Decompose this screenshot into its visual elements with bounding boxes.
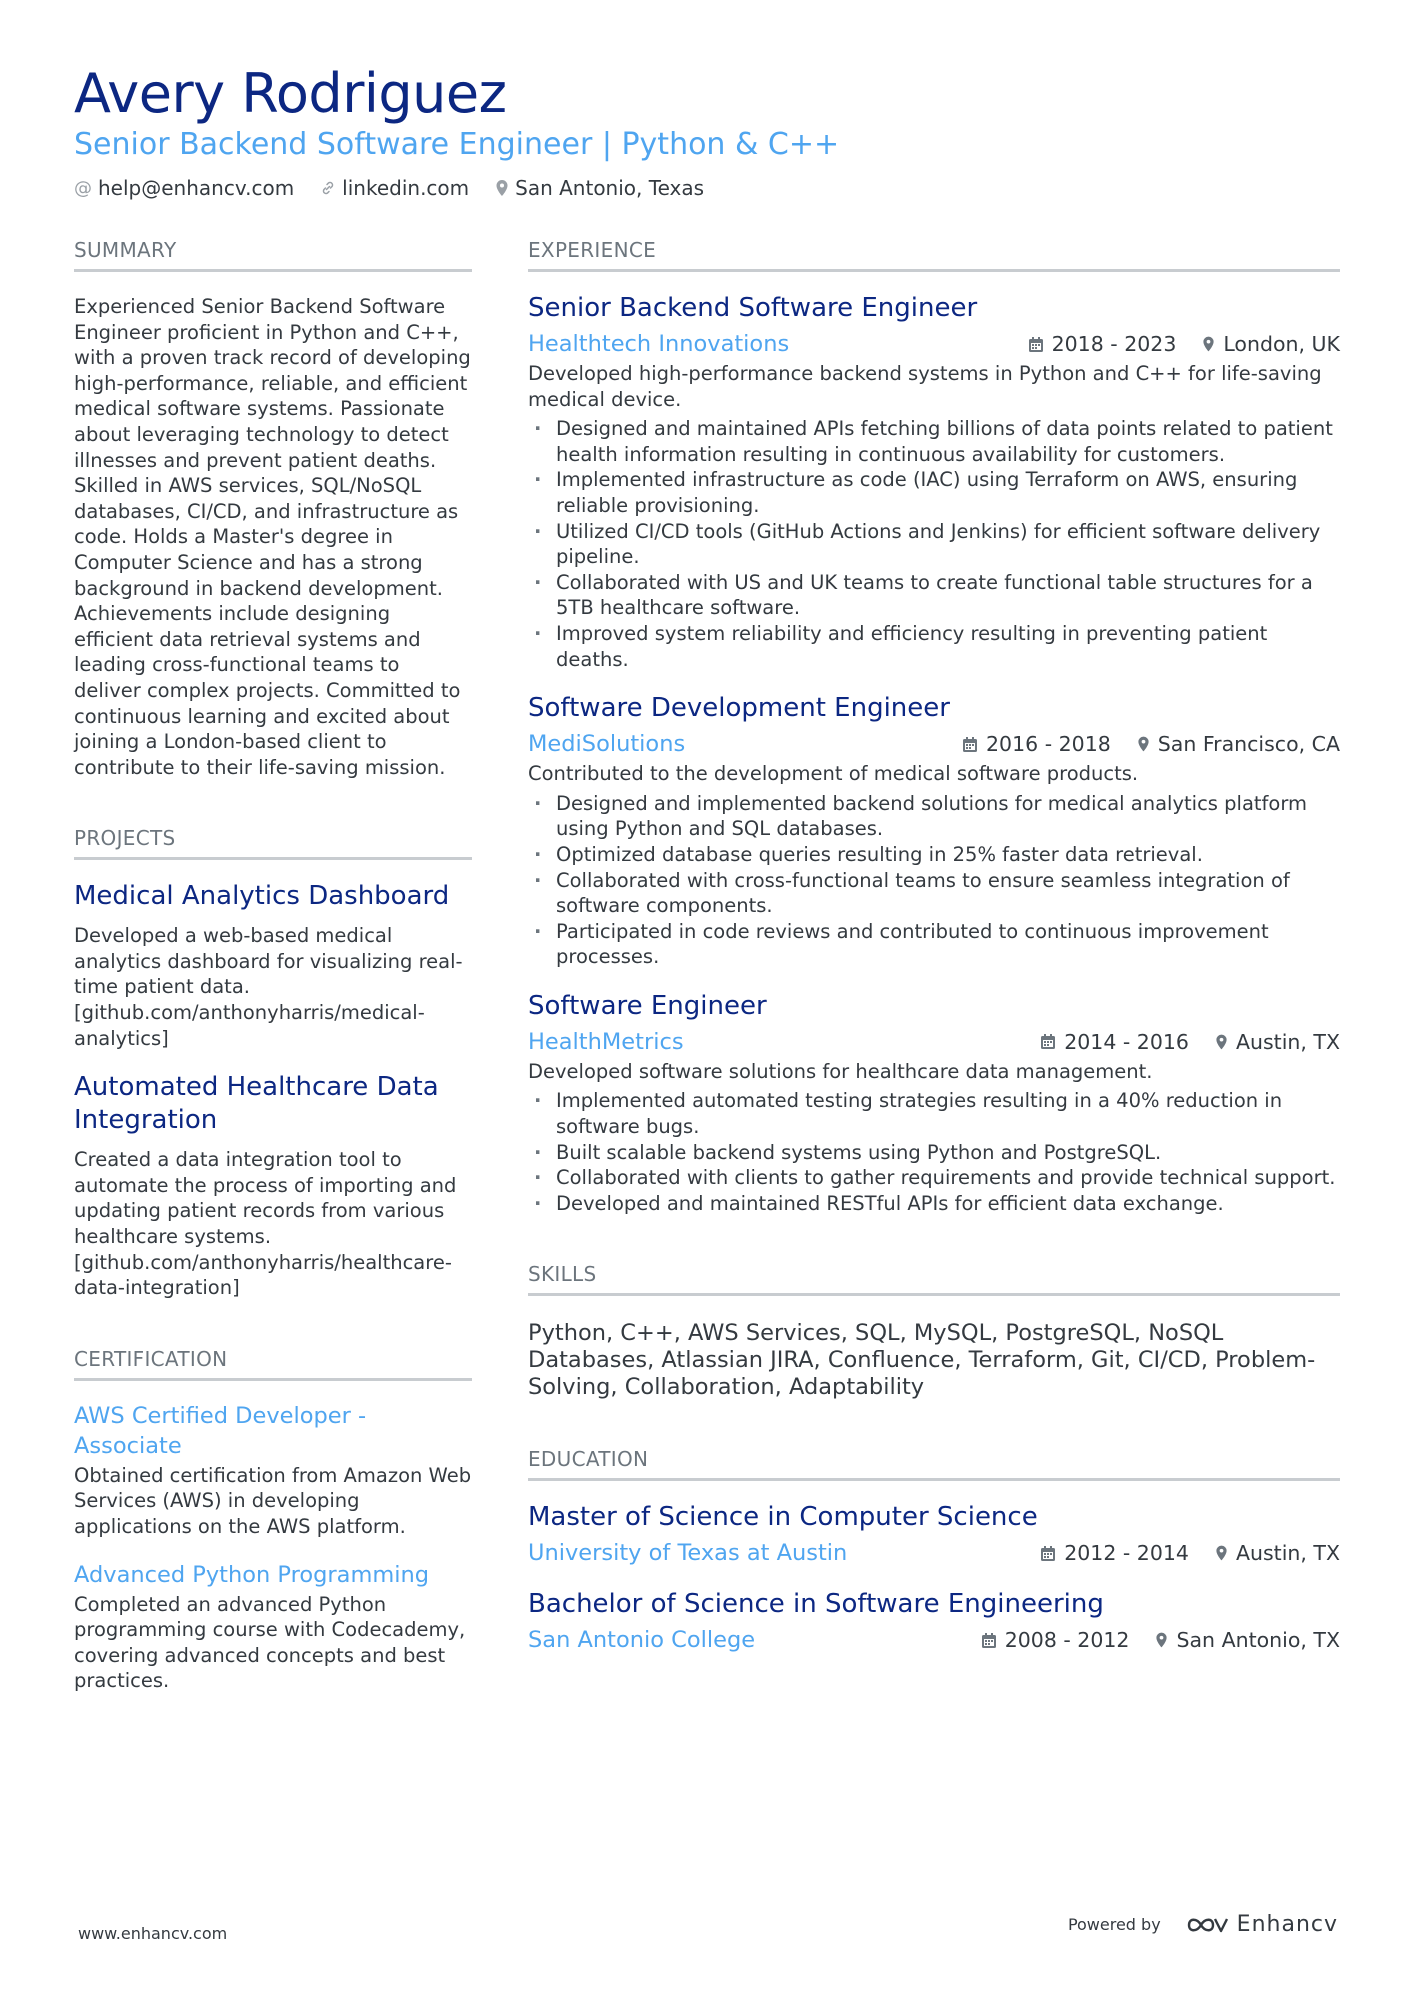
job-bullet: · Utilized CI/CD tools (GitHub Actions and Jenkins) for efficient software delivery pipeline.	[528, 519, 1340, 570]
date-range	[1040, 1030, 1189, 1054]
date-text: 2016 - 2018	[986, 732, 1111, 757]
cert-desc: Obtained certification from Amazon Web Services (AWS) in developing applications on the AWS platform.	[74, 1463, 472, 1538]
location	[1202, 332, 1340, 356]
location-text: Austin, TX	[1235, 1029, 1340, 1054]
date-text: 2014 - 2016	[1064, 1029, 1189, 1054]
experience-section	[528, 236, 1340, 1216]
projects-section	[74, 824, 472, 1301]
date-range	[1040, 1541, 1189, 1565]
job-bullets	[528, 791, 1340, 970]
date-text: 2008 - 2012	[1004, 1628, 1130, 1653]
degree-title: Master of Science in Computer Science	[528, 1502, 1038, 1533]
project-item	[74, 1071, 472, 1301]
skills-section	[528, 1260, 1340, 1401]
project-desc: Developed a web-based medical analytics dashboard for visualizing real-time patient data. [github.com/anthonyharris/medical-analytics]	[74, 924, 463, 1050]
location	[1215, 1541, 1340, 1565]
job-meta	[528, 329, 1340, 359]
cert-title: Advanced Python Programming	[74, 1561, 430, 1588]
date-text: 2018 - 2023	[1051, 332, 1177, 356]
education-section	[528, 1445, 1340, 1655]
location-pin-icon	[1137, 735, 1150, 753]
location-pin-icon	[1215, 1033, 1228, 1051]
project-title: Medical Analytics Dashboard	[74, 881, 450, 912]
summary-section	[74, 236, 472, 780]
job-bullet: · Implemented infrastructure as code (IAC) using Terraform on AWS, ensuring reliable provisioning.	[528, 467, 1340, 518]
job-bullet: · Designed and maintained APIs fetching billions of data points related to patient health information resulting in continuous availability for customers.	[528, 416, 1340, 467]
school-name: University of Texas at Austin	[528, 1540, 848, 1567]
job-bullet: · Optimized database queries resulting in 25% faster data retrieval.	[528, 842, 1340, 868]
contact-location	[495, 176, 704, 200]
location-pin-icon	[1215, 1544, 1228, 1562]
linkedin-text: linkedin.com	[342, 176, 470, 200]
left-column	[74, 236, 472, 1716]
calendar-icon	[1040, 1545, 1056, 1562]
location-pin-icon	[1155, 1631, 1168, 1649]
brand-text: Enhancv	[1236, 1912, 1338, 1937]
job-description: Developed high-performance backend systems in Python and C++ for life-saving medical device.	[528, 362, 1322, 411]
education-entry	[528, 1501, 1340, 1568]
job-bullet: · Built scalable backend systems using Python and PostgreSQL.	[528, 1140, 1340, 1166]
location	[1155, 1628, 1340, 1652]
school-name: San Antonio College	[528, 1627, 756, 1654]
calendar-icon	[1028, 336, 1044, 353]
summary-text: Experienced Senior Backend Software Engineer proficient in Python and C++, with a proven track record of developing high-performance, reliable, and efficient medical software systems. Passionate about leveraging technology to detect illnesses and prevent patient deaths. Skilled in AWS services, SQL/NoSQL databases, CI/CD, and infrastructure as code. Holds a Master's degree in Computer Science and has a strong background in backend development. Achievements include designing efficient data retrieval systems and leading cross-functional teams to deliver complex projects. Committed to continuous learning and excited about joining a London-based client to contribute to their life-saving mission.	[74, 295, 471, 779]
calendar-icon	[962, 736, 978, 753]
calendar-icon	[981, 1632, 997, 1649]
job-title: Software Engineer	[528, 990, 767, 1021]
project-item	[74, 880, 472, 1051]
job-description: Contributed to the development of medical software products.	[528, 762, 1139, 786]
job-bullet: · Collaborated with clients to gather requirements and provide technical support.	[528, 1165, 1340, 1191]
location	[1137, 732, 1340, 756]
date-location	[1014, 1541, 1340, 1565]
date-location	[936, 732, 1340, 756]
job-bullets	[528, 416, 1340, 672]
date-location	[955, 1628, 1340, 1652]
candidate-name: Avery Rodriguez	[74, 62, 507, 125]
date-text: 2012 - 2014	[1064, 1541, 1189, 1566]
location	[1215, 1030, 1340, 1054]
skills-text: Python, C++, AWS Services, SQL, MySQL, PostgreSQL, NoSQL Databases, Atlassian JIRA, Confluence, Terraform, Git, CI/CD, Problem-Solving, Collaboration, Adaptability	[528, 1320, 1316, 1401]
cert-item	[74, 1560, 472, 1694]
job-bullet: · Developed and maintained RESTful APIs for efficient data exchange.	[528, 1191, 1340, 1217]
summary-heading: SUMMARY	[74, 236, 472, 272]
location-pin-icon	[495, 179, 509, 197]
job-list	[528, 292, 1340, 1216]
education-heading: EDUCATION	[528, 1445, 1340, 1481]
projects-heading: PROJECTS	[74, 824, 472, 860]
enhancv-logo[interactable]	[1185, 1912, 1338, 1937]
job-meta	[528, 729, 1340, 759]
cert-desc: Completed an advanced Python programming course with Codecademy, covering advanced concepts and best practices.	[74, 1592, 466, 1693]
project-title: Automated Healthcare Data Integration	[74, 1072, 439, 1136]
at-icon: @	[74, 177, 92, 199]
powered-by-text: Powered by	[1067, 1915, 1161, 1934]
cert-item	[74, 1401, 472, 1540]
date-location	[1002, 332, 1340, 356]
education-meta	[528, 1538, 1340, 1568]
job-title: Software Development Engineer	[528, 693, 950, 724]
contact-email[interactable]	[74, 176, 294, 200]
date-range	[962, 732, 1111, 756]
job-entry	[528, 292, 1340, 672]
certification-heading: CERTIFICATION	[74, 1345, 472, 1381]
job-bullets	[528, 1088, 1340, 1216]
degree-title: Bachelor of Science in Software Engineering	[528, 1589, 1104, 1620]
contact-row	[74, 176, 1344, 200]
footer-site[interactable]: www.enhancv.com	[78, 1924, 228, 1943]
calendar-icon	[1040, 1033, 1056, 1050]
project-desc: Created a data integration tool to automate the process of importing and updating patient records from various healthcare systems. [github.com/anthonyharris/healthcare-data-integration]	[74, 1148, 457, 1300]
job-bullet: · Participated in code reviews and contributed to continuous improvement processes.	[528, 919, 1340, 970]
job-entry	[528, 990, 1340, 1217]
education-entry	[528, 1588, 1340, 1655]
date-range	[1028, 332, 1177, 356]
skills-heading: SKILLS	[528, 1260, 1340, 1296]
job-entry	[528, 692, 1340, 970]
email-text: help@enhancv.com	[98, 176, 295, 200]
location-text: London, UK	[1223, 332, 1340, 356]
job-bullet: · Collaborated with cross-functional teams to ensure seamless integration of software components.	[528, 868, 1340, 919]
job-bullet: · Collaborated with US and UK teams to create functional table structures for a 5TB healthcare software.	[528, 570, 1340, 621]
contact-linkedin[interactable]	[320, 176, 469, 200]
footer-branding	[1068, 1912, 1338, 1937]
certification-section	[74, 1345, 472, 1694]
company-name: HealthMetrics	[528, 1028, 684, 1055]
location-text: San Antonio, TX	[1176, 1628, 1340, 1653]
job-title: Senior Backend Software Engineer	[528, 293, 978, 323]
location-pin-icon	[1202, 335, 1215, 353]
company-name: Healthtech Innovations	[528, 331, 790, 357]
resume-header	[74, 62, 1344, 200]
enhancv-logo-icon	[1185, 1913, 1229, 1937]
education-meta	[528, 1625, 1340, 1655]
education-list	[528, 1501, 1340, 1655]
date-range	[981, 1628, 1130, 1652]
date-location	[1014, 1030, 1340, 1054]
link-icon	[320, 180, 336, 196]
cert-title: AWS Certified Developer - Associate	[74, 1402, 367, 1459]
job-bullet: · Designed and implemented backend solutions for medical analytics platform using Python and SQL databases.	[528, 791, 1340, 842]
job-description: Developed software solutions for healthcare data management.	[528, 1059, 1153, 1083]
job-bullet: · Improved system reliability and efficiency resulting in preventing patient deaths.	[528, 621, 1340, 672]
job-bullet: · Implemented automated testing strategies resulting in a 40% reduction in software bugs.	[528, 1088, 1340, 1139]
candidate-headline: Senior Backend Software Engineer | Python & C++	[74, 127, 840, 162]
location-text: San Francisco, CA	[1157, 732, 1340, 757]
right-column	[528, 236, 1340, 1677]
experience-heading: EXPERIENCE	[528, 236, 1340, 272]
company-name: MediSolutions	[528, 731, 686, 758]
job-meta	[528, 1027, 1340, 1057]
location-text: San Antonio, Texas	[515, 176, 705, 200]
location-text: Austin, TX	[1235, 1541, 1340, 1566]
